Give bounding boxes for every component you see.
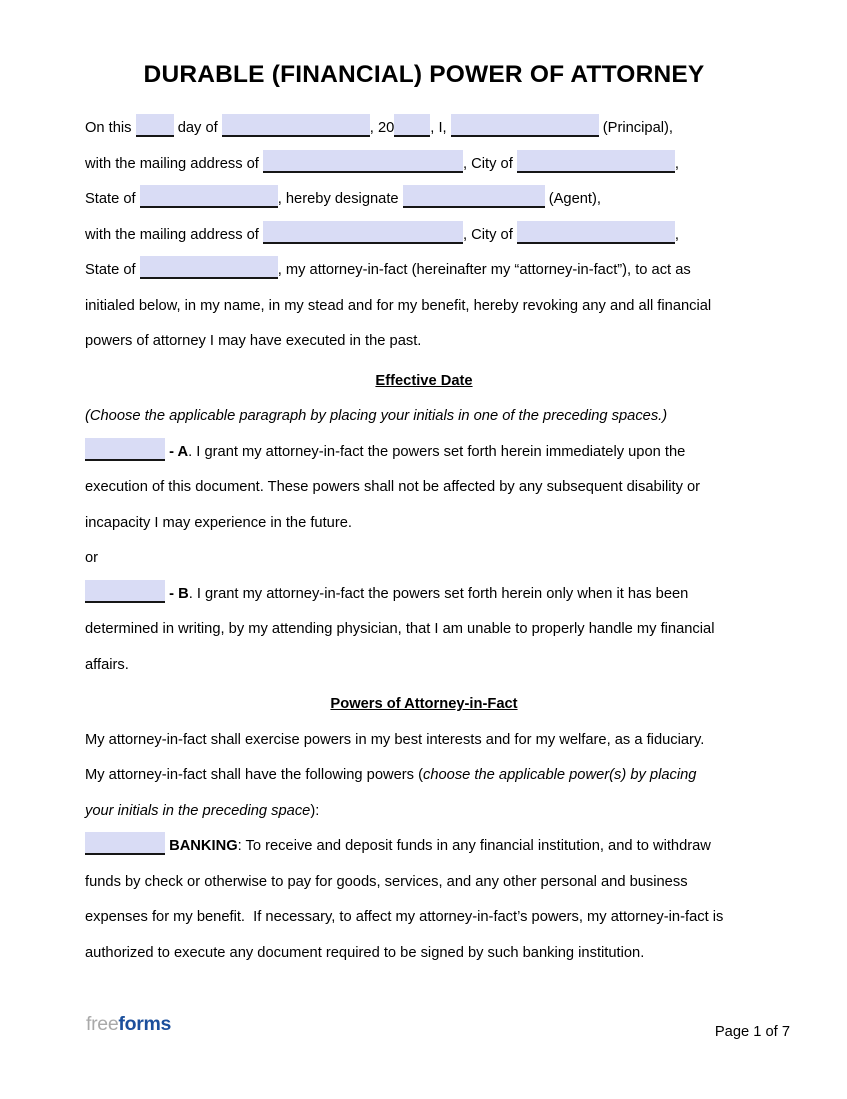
principal-state-field[interactable] — [140, 185, 278, 208]
principal-address-field[interactable] — [263, 150, 463, 173]
text-segment: (Agent), — [544, 191, 601, 207]
text-segment: powers of attorney I may have executed in the past. — [85, 333, 422, 349]
document-content — [85, 60, 763, 971]
text-segment: day of — [173, 120, 222, 136]
text-segment: , — [674, 155, 679, 172]
agent-address-field[interactable] — [263, 221, 463, 244]
text-line — [85, 506, 763, 542]
initials-option-a-field[interactable] — [85, 438, 165, 461]
text-segment: (Principal), — [598, 120, 673, 136]
text-segment: , I, — [430, 120, 451, 136]
text-segment: - A — [169, 443, 189, 460]
text-line — [85, 758, 763, 794]
logo-free-text: free — [86, 1013, 119, 1035]
text-segment: initialed below, in my name, in my stead and for my benefit, hereby revoking any and all financial — [85, 297, 712, 314]
text-segment: ): — [310, 802, 320, 819]
text-segment: State of — [85, 262, 140, 278]
text-segment: with the mailing address of — [85, 155, 263, 172]
text-segment: or — [85, 550, 99, 566]
agent-state-field[interactable] — [140, 256, 278, 279]
text-segment: affairs. — [85, 656, 129, 673]
text-line — [85, 723, 763, 759]
text-segment: with the mailing address of — [85, 226, 263, 243]
text-line — [85, 147, 763, 183]
text-segment: funds by check or otherwise to pay for goods, services, and any other personal and business — [85, 873, 688, 890]
document-body — [85, 111, 763, 971]
text-segment: your initials in the preceding space — [85, 802, 311, 819]
text-segment: - B — [169, 585, 189, 602]
text-line — [85, 794, 763, 830]
page-title: DURABLE (FINANCIAL) POWER OF ATTORNEY — [143, 61, 705, 88]
principal-name-field[interactable] — [451, 114, 599, 137]
text-segment: . I grant my attorney-in-fact the powers set forth herein immediately upon the — [188, 443, 686, 460]
text-segment: determined in writing, by my attending physician, that I am unable to properly handle my financial — [85, 621, 715, 637]
text-segment: , City of — [462, 226, 517, 243]
text-line — [85, 900, 763, 936]
text-segment: incapacity I may experience in the future. — [85, 514, 352, 531]
section-heading — [85, 687, 763, 723]
text-segment: : To receive and deposit funds in any financial institution, and to withdraw — [237, 838, 711, 854]
text-segment: , — [674, 226, 679, 243]
text-line — [85, 936, 763, 972]
text-segment: , 20 — [369, 120, 395, 136]
text-line — [85, 612, 763, 648]
year-field[interactable] — [394, 114, 430, 137]
text-segment: Effective Date — [375, 372, 473, 389]
text-line — [85, 541, 763, 577]
text-line — [85, 829, 763, 865]
text-segment: Powers of Attorney-in-Fact — [330, 696, 518, 712]
text-segment: BANKING — [169, 838, 238, 854]
text-line — [85, 470, 763, 506]
text-segment: , hereby designate — [277, 191, 403, 207]
text-line — [85, 218, 763, 254]
text-segment: My attorney-in-fact shall have the following powers ( — [85, 767, 423, 783]
text-segment: execution of this document. These powers shall not be affected by any subsequent disability or — [85, 479, 701, 495]
text-segment: , my attorney-in-fact (hereinafter my “attorney-in-fact”), to act as — [277, 262, 691, 278]
text-segment: expenses for my benefit. If necessary, to affect my attorney-in-fact’s powers, my attorney-in-fact is — [85, 909, 724, 925]
text-segment: State of — [85, 191, 140, 207]
text-line — [85, 324, 763, 360]
text-line — [85, 289, 763, 325]
text-segment: On this — [85, 120, 136, 136]
section-heading — [85, 364, 763, 400]
principal-city-field[interactable] — [517, 150, 675, 173]
text-segment: choose the applicable power(s) by placing — [422, 767, 697, 783]
agent-city-field[interactable] — [517, 221, 675, 244]
text-line — [85, 577, 763, 613]
freeforms-logo[interactable] — [86, 1012, 171, 1036]
text-segment: My attorney-in-fact shall exercise powers in my best interests and for my welfare, as a fiduciary. — [85, 731, 705, 748]
text-line — [85, 865, 763, 901]
text-segment: authorized to execute any document required to be signed by such banking institution. — [85, 944, 645, 961]
day-field[interactable] — [136, 114, 174, 137]
month-field[interactable] — [222, 114, 370, 137]
text-segment: , City of — [462, 155, 517, 172]
text-line — [85, 182, 763, 218]
text-line — [85, 253, 763, 289]
agent-name-field[interactable] — [403, 185, 545, 208]
text-segment: . I grant my attorney-in-fact the powers set forth herein only when it has been — [188, 585, 689, 602]
text-line — [85, 399, 763, 435]
text-segment: (Choose the applicable paragraph by placing your initials in one of the preceding spaces.) — [85, 408, 668, 424]
text-line — [85, 111, 763, 147]
logo-forms-text: forms — [118, 1013, 172, 1035]
initials-option-b-field[interactable] — [85, 580, 165, 603]
text-line — [85, 435, 763, 471]
initials-banking-field[interactable] — [85, 832, 165, 855]
page-number: Page 1 of 7 — [714, 1024, 790, 1040]
text-line — [85, 648, 763, 684]
